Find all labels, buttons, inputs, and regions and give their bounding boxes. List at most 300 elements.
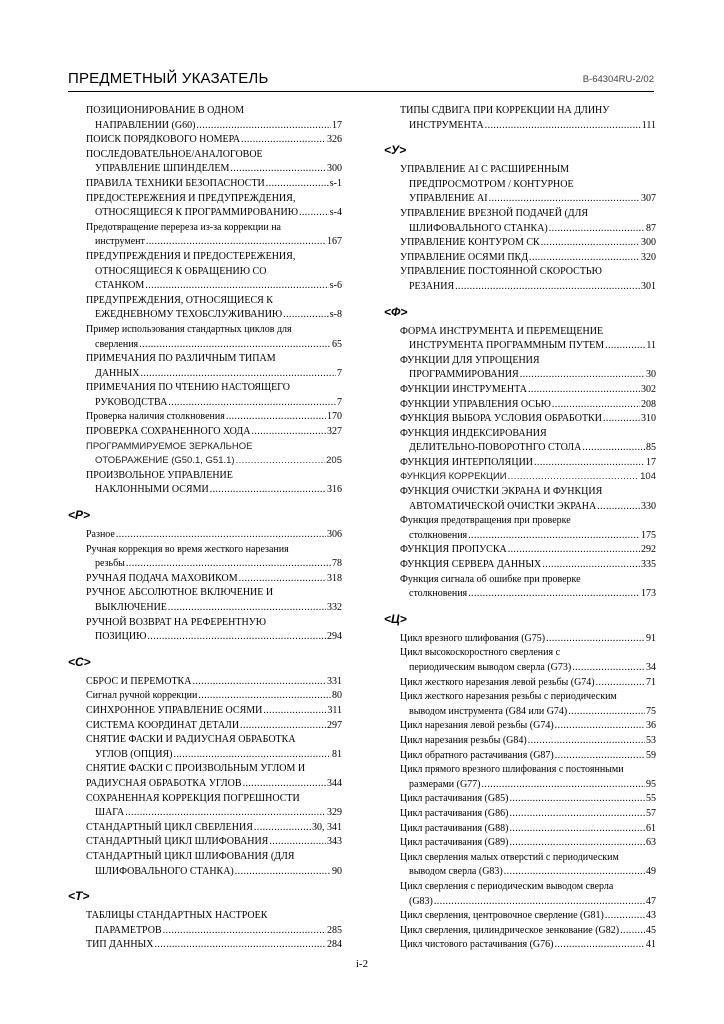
entry-text: ТИПЫ СДВИГА ПРИ КОРРЕКЦИИ НА ДЛИНУ (400, 105, 610, 116)
index-entry (400, 325, 656, 354)
document-code: B-64304RU-2/02 (582, 74, 654, 85)
index-entry (400, 354, 656, 383)
entry-page-number: 285 (327, 924, 342, 936)
entry-page-number: 294 (327, 631, 342, 643)
section-letter-heading: <Р> (68, 508, 91, 523)
dot-leader (226, 410, 326, 425)
index-entry (400, 836, 656, 851)
entry-page-number: 71 (646, 676, 656, 688)
entry-page-number: 335 (641, 559, 656, 571)
index-entry (400, 383, 656, 398)
entry-text: ПРЕДОСТЕРЕЖЕНИЯ И ПРЕДУПРЕЖДЕНИЯ, (86, 192, 296, 204)
dot-leader (597, 500, 640, 515)
index-entry (400, 763, 656, 792)
entry-text: ШЛИФОВАЛЬНОГО СТАНКА) (409, 222, 548, 234)
dot-leader (546, 632, 645, 647)
entry-page-number: 45 (646, 924, 656, 936)
index-entry (86, 835, 342, 850)
dot-leader (266, 177, 329, 192)
entry-page-number: 306 (327, 529, 342, 541)
dot-leader (168, 396, 336, 411)
entry-text: ПРОГРАММИРУЕМОЕ ЗЕРКАЛЬНОЕ (86, 440, 253, 452)
entry-text: Предотвращение перереза из-за коррекции на (86, 221, 281, 233)
index-entry (400, 822, 656, 837)
dot-leader (508, 470, 640, 485)
dot-leader (174, 748, 332, 763)
entry-text: Цикл жесткого нарезания левой резьбы (G74) (400, 676, 595, 688)
entry-page-number: 80 (332, 690, 342, 702)
index-entry (86, 762, 342, 791)
index-entry (400, 646, 656, 675)
entry-page-number: 332 (327, 602, 342, 613)
dot-leader (254, 821, 311, 836)
entry-text: Цикл прямого врезного шлифования с постоянными (400, 764, 624, 776)
entry-text: сверления (95, 338, 139, 350)
entry-text: УПРАВЛЕНИЕ КОНТУРОМ СК (400, 237, 540, 249)
entry-page-number: 91 (646, 632, 656, 644)
entry-text: РЕЗАНИЯ (409, 280, 455, 292)
entry-page-number: 320 (641, 251, 656, 263)
dot-leader (154, 938, 326, 953)
entry-text: ДЕЛИТЕЛЬНО-ПОВОРОТНГО СТОЛА (409, 442, 582, 454)
index-entry (400, 412, 656, 427)
dot-leader (116, 528, 326, 543)
entry-text: инструмент (95, 236, 145, 248)
entry-text: ФУНКЦИЯ ИНТЕРПОЛЯЦИИ (400, 456, 534, 468)
dot-leader (528, 734, 645, 749)
index-column-right (384, 104, 656, 953)
entry-text: Сигнал ручной коррекции (86, 690, 198, 702)
dot-leader (552, 398, 640, 413)
entry-text: ПРОИЗВОЛЬНОЕ УПРАВЛЕНИЕ (86, 469, 233, 481)
entry-text: ФУНКЦИИ ДЛЯ УПРОЩЕНИЯ (400, 354, 540, 366)
dot-leader (489, 192, 640, 207)
entry-text: СИСТЕМА КООРДИНАТ ДЕТАЛИ (86, 719, 240, 731)
section-letter-heading: <У> (384, 143, 407, 158)
index-entry (400, 690, 656, 719)
entry-page-number: 34 (646, 662, 656, 673)
section-letter-heading: <Ц> (384, 611, 407, 626)
index-entry (400, 632, 656, 647)
index-entry (86, 704, 342, 719)
entry-text: Цикл нарезания резьбы (G84) (400, 734, 527, 746)
dot-leader (126, 557, 331, 572)
entry-text: столкновения (409, 529, 468, 541)
entry-text: РУЧНОЕ АБСОЛЮТНОЕ ВКЛЮЧЕНИЕ И (86, 587, 274, 599)
entry-text: УПРАВЛЕНИЕ ШПИНДЕЛЕМ (95, 163, 230, 175)
entry-text: выводом инструмента (G84 или G74) (409, 705, 568, 717)
entry-text: УПРАВЛЕНИЕ ВРЕЗНОЙ ПОДАЧЕЙ (ДЛЯ (400, 207, 589, 219)
index-entry (86, 381, 342, 410)
index-entry (400, 749, 656, 764)
index-entry (400, 543, 656, 558)
entry-page-number: 7 (337, 396, 342, 408)
index-entry (86, 221, 342, 250)
dot-leader (251, 425, 326, 440)
entry-text: РУЧНАЯ ПОДАЧА МАХОВИКОМ (86, 572, 238, 584)
entry-text: ПРИМЕЧАНИЯ ПО РАЗЛИЧНЫМ ТИПАМ (86, 353, 276, 365)
dot-leader (168, 601, 326, 616)
dot-leader (283, 308, 329, 323)
index-entry (400, 558, 656, 573)
entry-page-number: 30, 341 (312, 821, 342, 833)
entry-page-number: 41 (646, 939, 656, 951)
entry-text: ПРОГРАММИРОВАНИЯ (409, 369, 519, 381)
index-entry (86, 719, 342, 734)
index-entry (400, 236, 656, 251)
index-entry (86, 543, 342, 572)
entry-page-number: 75 (646, 705, 656, 717)
entry-text: ФОРМА ИНСТРУМЕНТА И ПЕРЕМЕЩЕНИЕ (400, 325, 604, 337)
entry-page-number: 104 (640, 471, 656, 483)
entry-text: СБРОС И ПЕРЕМОТКА (86, 675, 192, 687)
entry-page-number: 59 (646, 749, 656, 761)
entry-text: Цикл нарезания левой резьбы (G74) (400, 720, 554, 732)
entry-page-number: 205 (326, 455, 342, 467)
dot-leader (605, 909, 645, 924)
entry-text: ТАБЛИЦЫ СТАНДАРТНЫХ НАСТРОЕК (86, 910, 268, 922)
index-entry (400, 265, 656, 294)
entry-page-number: s-4 (329, 207, 342, 219)
page-header (68, 70, 654, 92)
index-entry (86, 352, 342, 381)
entry-text: периодическим выводом сверла (G73) (409, 662, 572, 673)
dot-leader (504, 865, 645, 880)
entry-text: СТАНКОМ (95, 280, 145, 292)
entry-text: резьбы (95, 558, 125, 570)
entry-text: СТАНДАРТНЫЙ ЦИКЛ ШЛИФОВАНИЯ (ДЛЯ (86, 850, 295, 862)
entry-page-number: 301 (641, 280, 656, 292)
entry-text: Цикл сверления, цилиндрическое зенкование (G82) (400, 924, 620, 936)
entry-text: Разное (86, 529, 115, 541)
dot-leader (196, 119, 331, 134)
entry-text: ФУНКЦИИ ИНСТРУМЕНТА (400, 383, 527, 395)
index-entry (400, 924, 656, 939)
entry-text: Ручная коррекция во время жесткого нарезания (86, 543, 289, 555)
entry-text: ПРОВЕРКА СОХРАНЕННОГО ХОДА (86, 426, 251, 438)
entry-text: ПОСЛЕДОВАТЕЛЬНОЕ/АНАЛОГОВОЕ (86, 148, 263, 160)
entry-page-number: 300 (641, 237, 656, 249)
entry-text: ФУНКЦИИ УПРАВЛЕНИЯ ОСЬЮ (400, 398, 551, 410)
index-entry (400, 470, 656, 485)
index-entry (86, 675, 342, 690)
entry-text: Цикл высокоскоростного сверления с (400, 647, 561, 659)
dot-leader (555, 938, 646, 953)
entry-text: СНЯТИЕ ФАСКИ С ПРОИЗВОЛЬНЫМ УГЛОМ И (86, 763, 306, 775)
entry-text: ТИП ДАННЫХ (86, 939, 154, 951)
dot-leader (455, 280, 640, 295)
entry-text: Цикл врезного шлифования (G75) (400, 632, 546, 644)
entry-page-number: 316 (327, 484, 342, 496)
index-entry (400, 573, 656, 602)
index-entry (86, 410, 342, 425)
dot-leader (239, 572, 326, 587)
entry-page-number: 284 (327, 939, 342, 951)
index-entry (86, 250, 342, 294)
section-letter-heading: <Т> (68, 889, 90, 904)
index-entry (400, 427, 656, 456)
dot-leader (509, 836, 645, 851)
entry-text: НАКЛОННЫМИ ОСЯМИ (95, 484, 209, 496)
index-entry (400, 719, 656, 734)
dot-leader (485, 119, 641, 134)
entry-text: ПРЕДУПРЕЖДЕНИЯ, ОТНОСЯЩИЕСЯ К (86, 294, 273, 306)
entry-text: столкновения (409, 588, 468, 600)
entry-page-number: 36 (646, 720, 656, 732)
index-entry (400, 398, 656, 413)
dot-leader (236, 454, 326, 469)
entry-page-number: 173 (641, 588, 656, 600)
dot-leader (146, 235, 326, 250)
entry-text: (G83) (409, 895, 433, 907)
entry-text: РУКОВОДСТВА (95, 396, 168, 408)
index-entry (86, 469, 342, 498)
index-entry (400, 104, 656, 133)
entry-page-number: 85 (646, 442, 656, 454)
entry-page-number: 61 (646, 822, 656, 834)
entry-page-number: 310 (641, 413, 656, 425)
index-column-left (68, 104, 342, 953)
entry-text: РУЧНОЙ ВОЗВРАТ НА РЕФЕРЕНТНУЮ (86, 616, 267, 628)
entry-text: СИНХРОННОЕ УПРАВЛЕНИЕ ОСЯМИ (86, 704, 263, 716)
entry-text: ПАРАМЕТРОВ (95, 924, 162, 936)
entry-text: СОХРАНЕННАЯ КОРРЕКЦИЯ ПОГРЕШНОСТИ (86, 792, 300, 804)
entry-text: АВТОМАТИЧЕСКОЙ ОЧИСТКИ ЭКРАНА (409, 500, 597, 512)
index-entry (400, 163, 656, 207)
entry-text: ВЫКЛЮЧЕНИЕ (95, 602, 167, 613)
entry-text: УПРАВЛЕНИЕ AI С РАСШИРЕННЫМ (400, 164, 569, 176)
entry-page-number: 170 (327, 411, 342, 423)
entry-text: ФУНКЦИЯ СЕРВЕРА ДАННЫХ (400, 559, 542, 571)
dot-leader (192, 675, 326, 690)
entry-page-number: 65 (332, 338, 342, 350)
entry-text: ПОИСК ПОРЯДКОВОГО НОМЕРА (86, 134, 241, 146)
dot-leader (243, 777, 326, 792)
index-entry (86, 133, 342, 148)
entry-page-number: 87 (646, 222, 656, 234)
entry-page-number: 55 (646, 793, 656, 805)
entry-text: Проверка наличия столкновения (86, 411, 225, 423)
index-entry (86, 425, 342, 440)
entry-text: ПРЕДПРОСМОТРОМ / КОНТУРНОЕ (409, 178, 574, 190)
dot-leader (163, 924, 326, 939)
entry-text: Цикл чистового растачивания (G76) (400, 939, 554, 951)
index-entry (86, 528, 342, 543)
dot-leader (299, 206, 329, 221)
dot-leader (125, 806, 326, 821)
entry-page-number: 81 (332, 748, 342, 760)
dot-leader (145, 279, 329, 294)
dot-leader (620, 924, 645, 939)
entry-page-number: 167 (327, 236, 342, 248)
entry-text: ПОЗИЦИОНИРОВАНИЕ В ОДНОМ (86, 105, 245, 116)
dot-leader (605, 339, 645, 354)
entry-text: Цикл сверления малых отверстий с периодическим (400, 851, 619, 863)
dot-leader (230, 162, 326, 177)
entry-text: ПРЕДУПРЕЖДЕНИЯ И ПРЕДОСТЕРЕЖЕНИЯ, (86, 250, 296, 262)
entry-text: ОТОБРАЖЕНИЕ (G50.1, G51.1) (95, 455, 235, 467)
entry-text: СТАНДАРТНЫЙ ЦИКЛ СВЕРЛЕНИЯ (86, 821, 253, 833)
entry-page-number: 326 (327, 134, 342, 146)
entry-text: ДАННЫХ (95, 367, 140, 379)
entry-text: УПРАВЛЕНИЕ ПОСТОЯННОЙ СКОРОСТЬЮ (400, 266, 602, 278)
entry-page-number: 111 (641, 119, 656, 131)
dot-leader (528, 383, 640, 398)
entry-page-number: 329 (327, 807, 342, 819)
dot-leader (482, 778, 645, 793)
dot-leader (582, 441, 645, 456)
index-entry (86, 148, 342, 177)
index-entry (86, 192, 342, 221)
index-entry (86, 733, 342, 762)
dot-leader (542, 558, 640, 573)
entry-text: ФУНКЦИЯ КОРРЕКЦИИ (400, 471, 507, 483)
index-entry (400, 734, 656, 749)
index-entry (86, 792, 342, 821)
entry-text: размерами (G77) (409, 778, 481, 790)
entry-text: СНЯТИЕ ФАСКИ И РАДИУСНАЯ ОБРАБОТКА (86, 734, 296, 746)
entry-page-number: 95 (646, 778, 656, 790)
entry-text: УГЛОВ (ОПЦИЯ) (95, 748, 173, 760)
entry-text: ФУНКЦИЯ ИНДЕКСИРОВАНИЯ (400, 427, 547, 439)
entry-page-number: 47 (646, 895, 656, 907)
entry-page-number: s-6 (329, 280, 342, 292)
dot-leader (603, 412, 640, 427)
entry-text: ПОЗИЦИЮ (95, 631, 147, 643)
dot-leader (241, 133, 326, 148)
dot-leader (534, 456, 645, 471)
dot-leader (596, 676, 645, 691)
index-entry (86, 323, 342, 352)
dot-leader (520, 368, 645, 383)
entry-page-number: 175 (641, 529, 656, 541)
entry-text: выводом сверла (G83) (409, 866, 503, 878)
dot-leader (509, 792, 645, 807)
entry-text: Функция предотвращения при проверке (400, 515, 571, 527)
entry-page-number: 78 (332, 558, 342, 570)
entry-text: ОТНОСЯЩИЕСЯ К ПРОГРАММИРОВАНИЮ (95, 207, 298, 219)
entry-page-number: 17 (332, 119, 342, 131)
dot-leader (572, 661, 645, 676)
index-entry (400, 938, 656, 953)
dot-leader (509, 822, 645, 837)
section-letter-heading: <Ф> (384, 304, 408, 319)
entry-text: НАПРАВЛЕНИИ (G60) (95, 119, 196, 131)
index-entry (400, 880, 656, 909)
entry-page-number: 7 (337, 367, 342, 379)
entry-page-number: 11 (646, 340, 656, 352)
entry-text: СТАНДАРТНЫЙ ЦИКЛ ШЛИФОВАНИЯ (86, 836, 269, 848)
index-entry (86, 440, 342, 469)
index-entry (400, 676, 656, 691)
index-entry (400, 207, 656, 236)
entry-page-number: 57 (646, 807, 656, 819)
entry-text: ФУНКЦИЯ ВЫБОРА УСЛОВИЯ ОБРАБОТКИ (400, 413, 602, 425)
entry-page-number: 300 (327, 163, 342, 175)
entry-text: РАДИУСНАЯ ОБРАБОТКА УГЛОВ (86, 777, 242, 789)
entry-page-number: s-1 (329, 177, 342, 189)
dot-leader (555, 719, 645, 734)
entry-text: ИНСТРУМЕНТА ПРОГРАММНЫМ ПУТЕМ (409, 340, 605, 352)
entry-page-number: 327 (327, 426, 342, 438)
dot-leader (568, 705, 645, 720)
dot-leader (198, 689, 331, 704)
index-entry (400, 251, 656, 266)
index-entry (86, 572, 342, 587)
entry-page-number: 90 (332, 865, 342, 877)
dot-leader (139, 338, 331, 353)
entry-page-number: 318 (327, 572, 342, 584)
entry-page-number: 30 (646, 369, 656, 381)
index-entry (400, 514, 656, 543)
index-entry (400, 851, 656, 880)
index-entry (400, 792, 656, 807)
dot-leader (529, 251, 640, 266)
entry-page-number: 53 (646, 734, 656, 746)
index-entry (400, 456, 656, 471)
page-title: ПРЕДМЕТНЫЙ УКАЗАТЕЛЬ (68, 70, 269, 87)
entry-page-number: 302 (641, 383, 656, 395)
index-entry (400, 807, 656, 822)
index-entry (86, 909, 342, 938)
entry-page-number: 208 (641, 398, 656, 410)
entry-page-number: s-8 (329, 309, 342, 321)
entry-page-number: 63 (646, 837, 656, 849)
dot-leader (235, 865, 331, 880)
entry-page-number: 344 (327, 777, 342, 789)
dot-leader (509, 807, 645, 822)
dot-leader (468, 587, 640, 602)
index-entry (86, 104, 342, 133)
entry-page-number: 43 (646, 910, 656, 922)
index-entry (86, 294, 342, 323)
entry-text: ЕЖЕДНЕВНОМУ ТЕХОБСЛУЖИВАНИЮ (95, 309, 283, 321)
dot-leader (263, 704, 326, 719)
section-letter-heading: <С> (68, 654, 91, 669)
dot-leader (269, 835, 326, 850)
entry-text: ИНСТРУМЕНТА (409, 119, 484, 131)
entry-text: Функция сигнала об ошибке при проверке (400, 573, 581, 585)
entry-text: Цикл растачивания (G86) (400, 807, 509, 819)
entry-text: Цикл жесткого нарезания резьбы с периодическим (400, 691, 617, 703)
entry-text: ОТНОСЯЩИЕСЯ К ОБРАЩЕНИЮ СО (95, 265, 267, 277)
entry-text: Пример использования стандартных циклов для (86, 323, 292, 335)
entry-text: УПРАВЛЕНИЕ AI (409, 193, 488, 205)
entry-page-number: 330 (641, 500, 656, 512)
dot-leader (468, 529, 640, 544)
index-entry (86, 938, 342, 953)
entry-text: ФУНКЦИЯ ПРОПУСКА (400, 544, 507, 556)
index-entry (86, 586, 342, 615)
entry-text: Цикл растачивания (G88) (400, 822, 509, 834)
page-number: i-2 (355, 958, 369, 970)
entry-page-number: 343 (327, 836, 342, 848)
dot-leader (434, 895, 645, 910)
dot-leader (147, 630, 326, 645)
entry-text: Цикл сверления с периодическим выводом сверла (400, 880, 614, 892)
entry-text: Цикл растачивания (G85) (400, 793, 509, 805)
entry-text: УПРАВЛЕНИЕ ОСЯМИ ПКД (400, 251, 529, 263)
entry-text: Цикл растачивания (G89) (400, 837, 509, 849)
entry-page-number: 307 (641, 193, 656, 205)
index-entry (86, 689, 342, 704)
entry-text: Цикл обратного растачивания (G87) (400, 749, 554, 761)
dot-leader (549, 222, 645, 237)
entry-page-number: 297 (327, 719, 342, 731)
dot-leader (210, 483, 326, 498)
entry-text: ШАГА (95, 807, 125, 819)
index-entry (86, 821, 342, 836)
